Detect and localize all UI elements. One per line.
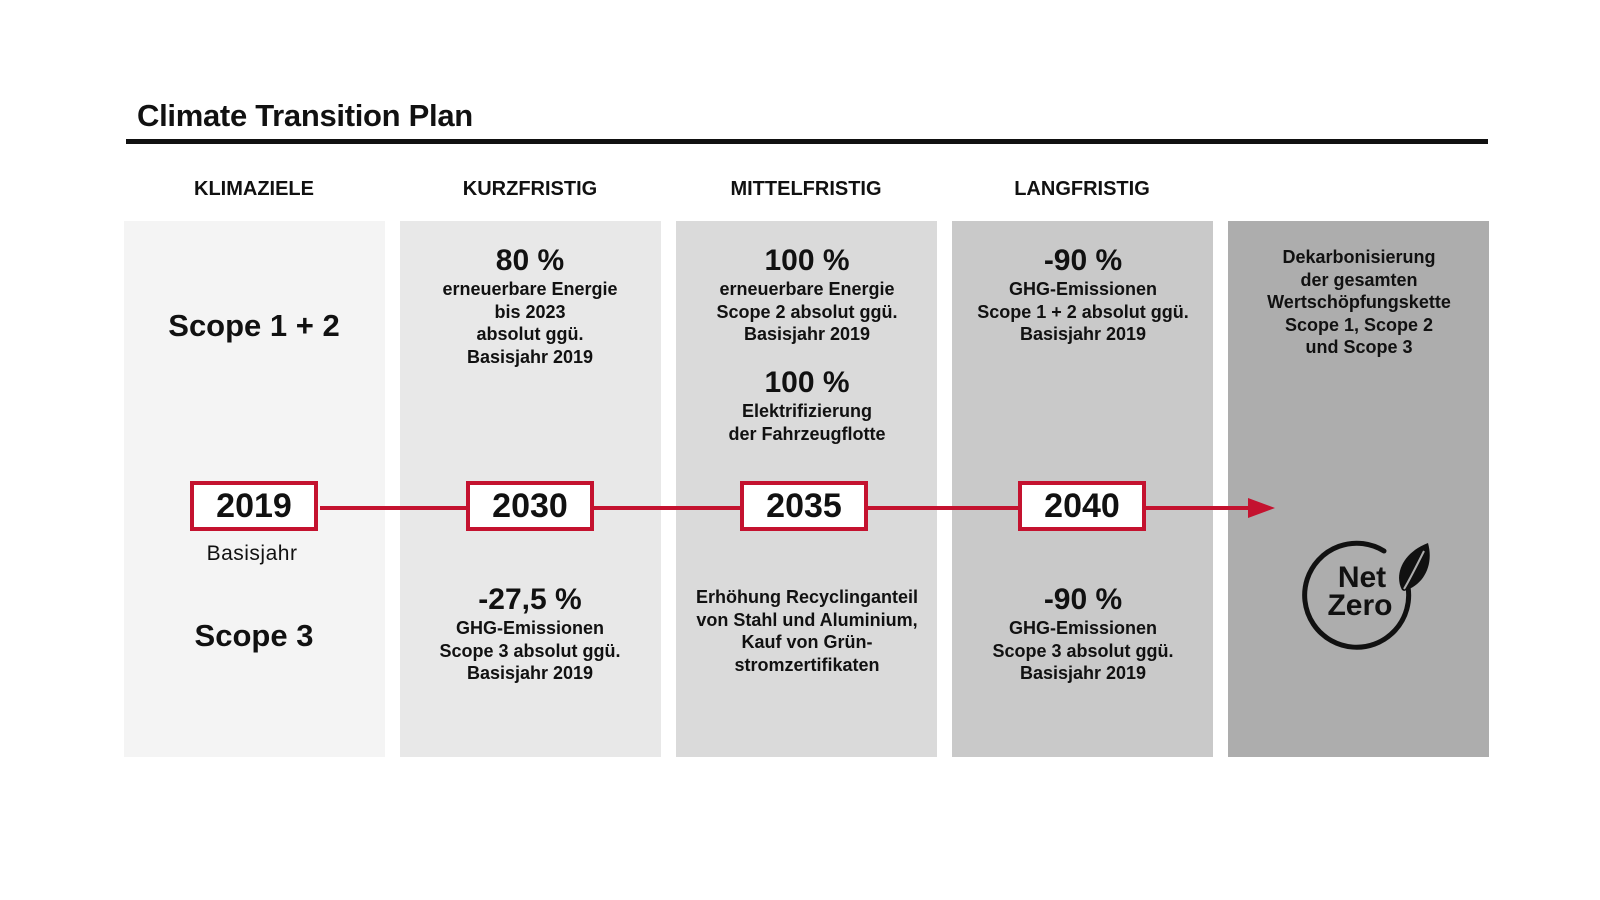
kurz-scope3-line: Basisjahr 2019 (466, 663, 594, 683)
arrow-right-icon (1248, 498, 1275, 518)
base-year-label: Basisjahr (206, 542, 298, 565)
page-title: Climate Transition Plan (137, 98, 473, 133)
mittel-scope3-line: Kauf von Grün- (741, 632, 873, 652)
scope-3-label: Scope 3 (194, 618, 314, 653)
lang-scope3-line: Scope 3 absolut ggü. (992, 640, 1174, 661)
final-line: der gesamten (1300, 269, 1418, 290)
mittel-scope12b-value: 100 % (764, 366, 850, 399)
kurz-scope12-line: erneuerbare Energie (442, 279, 618, 299)
net-zero-badge (1300, 535, 1450, 655)
mittel-scope3-line: stromzertifikaten (734, 654, 880, 675)
header-mittelfristig: MITTELFRISTIG (730, 178, 882, 200)
lang-scope12-line: Scope 1 + 2 absolut ggü. (977, 301, 1189, 322)
final-line: Dekarbonisierung (1282, 247, 1436, 267)
lang-scope12-value: -90 % (1043, 244, 1123, 277)
net-zero-line2: Zero (1327, 589, 1393, 622)
mittel-scope12-value: 100 % (764, 244, 850, 277)
mittel-scope12-line: Basisjahr 2019 (743, 324, 871, 344)
final-line: und Scope 3 (1305, 337, 1413, 357)
year-box-2019: 2019 (190, 481, 318, 531)
scope-1-2-label: Scope 1 + 2 (168, 308, 340, 343)
kurz-scope3-line: Scope 3 absolut ggü. (439, 640, 621, 661)
final-line: Scope 1, Scope 2 (1284, 314, 1434, 335)
kurz-scope3-value: -27,5 % (478, 583, 582, 616)
mittel-scope12-line: erneuerbare Energie (719, 279, 895, 299)
kurz-scope12-line: bis 2023 (494, 301, 566, 322)
kurz-scope12-value: 80 % (495, 244, 565, 277)
year-box-2040: 2040 (1018, 481, 1146, 531)
year-box-2030: 2030 (466, 481, 594, 531)
mittel-scope12b-line: Elektrifizierung (741, 401, 873, 421)
mittel-scope3-line: von Stahl und Aluminium, (696, 609, 918, 630)
kurz-scope12-line: absolut ggü. (476, 324, 584, 344)
final-line: Wertschöpfungskette (1267, 292, 1451, 312)
lang-scope12-line: Basisjahr 2019 (1019, 324, 1147, 344)
lang-scope12-line: GHG-Emissionen (1008, 279, 1158, 299)
header-langfristig: LANGFRISTIG (1014, 178, 1150, 200)
lang-scope3-line: Basisjahr 2019 (1019, 663, 1147, 683)
kurz-scope3-line: GHG-Emissionen (455, 618, 605, 638)
header-klimaziele: KLIMAZIELE (194, 178, 314, 200)
mittel-scope12b-line: der Fahrzeugflotte (728, 423, 886, 444)
kurz-scope12-line: Basisjahr 2019 (466, 346, 594, 367)
year-box-2035: 2035 (740, 481, 868, 531)
lang-scope3-line: GHG-Emissionen (1008, 618, 1158, 638)
leaf-icon (1399, 543, 1430, 591)
mittel-scope12-line: Scope 2 absolut ggü. (716, 301, 898, 322)
mittel-scope3-line: Erhöhung Recyclinganteil (695, 587, 919, 607)
net-zero-line1: Net (1337, 561, 1387, 594)
header-kurzfristig: KURZFRISTIG (462, 178, 598, 200)
lang-scope3-value: -90 % (1043, 583, 1123, 616)
